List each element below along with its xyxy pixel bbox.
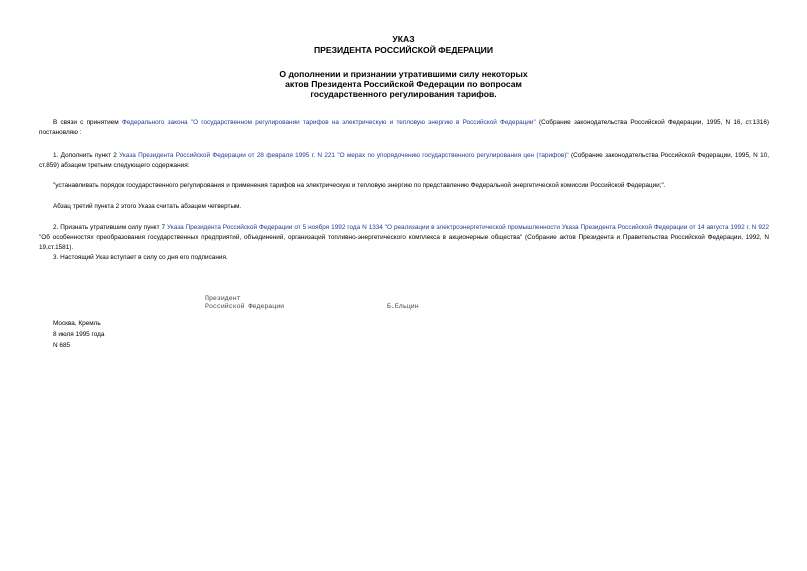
doc-title-line-3: государственного регулирования тарифов. [310, 89, 497, 99]
signing-date: 8 июля 1995 года [53, 331, 105, 338]
signature-name: Б.Ельцин [387, 303, 419, 310]
point-2-text-start: 2. Признать утратившим силу пункт 7 [53, 224, 167, 231]
point-1-text-end: (Собрание законодательства Российской Федерации, 1995, N 10, ст.859) абзацем третьим следующего содержания: [39, 152, 769, 169]
point-2-paragraph [39, 223, 769, 253]
decree-221-link[interactable]: Указа Президента Российской Федерации от 28 февраля 1995 г. N 221 "О мерах по упорядочению государственного регулирования цен (тарифов)" [119, 152, 569, 159]
decree-number: N 685 [53, 342, 71, 349]
quote-paragraph: "устанавливать порядок государственного регулирования и применения тарифов на электрическую и тепловую энергию по представлению Федеральной энергетической комиссии Российской Федерации;". [53, 182, 666, 189]
signing-place: Москва, Кремль [53, 320, 101, 327]
signature-role-line-1: Президент [205, 295, 241, 302]
point-2-text-end: "Об особенностях преобразования государственных предприятий, объединений, организаций топливно-энергетического комплекса в акционерные общества" (Собрание актов Президента и Правительства Российской Федерации, 1992, N 19,ст.1581). [39, 234, 769, 251]
point-1-paragraph [39, 151, 769, 171]
doc-title-line-2: актов Президента Российской Федерации по вопросам [285, 79, 522, 89]
abzac-paragraph: Абзац третий пункта 2 этого Указа считать абзацем четвертым. [53, 203, 242, 210]
doc-title-line-1: О дополнении и признании утратившими силу некоторых [279, 69, 528, 79]
point-3-paragraph: 3. Настоящий Указ вступает в силу со дня его подписания. [53, 254, 228, 261]
point-1-text-start: 1. Дополнить пункт 2 [53, 152, 120, 159]
signature-role-line-2: Российской Федерации [205, 303, 285, 310]
decree-1334-link[interactable]: Указа Президента Российской Федерации от 5 ноября 1992 года N 1334 "О реализации в электроэнергетической промышленности Указа Президента Российской Федерации от 14 августа 1992 г. N 922 [167, 224, 770, 231]
intro-text-start: В связи с принятием [53, 119, 122, 126]
doc-type: УКАЗ [392, 34, 415, 44]
intro-text-end: (Собрание законодательства Российской Федерации, 1995, N 16, ст.1316) постановляю : [39, 119, 770, 136]
issuer: ПРЕЗИДЕНТА РОССИЙСКОЙ ФЕДЕРАЦИИ [313, 45, 494, 55]
intro-paragraph [39, 118, 769, 138]
federal-law-link[interactable]: Федерального закона "О государственном регулировании тарифов на электрическую и тепловую энергию в Российской Федерации" [121, 119, 536, 126]
